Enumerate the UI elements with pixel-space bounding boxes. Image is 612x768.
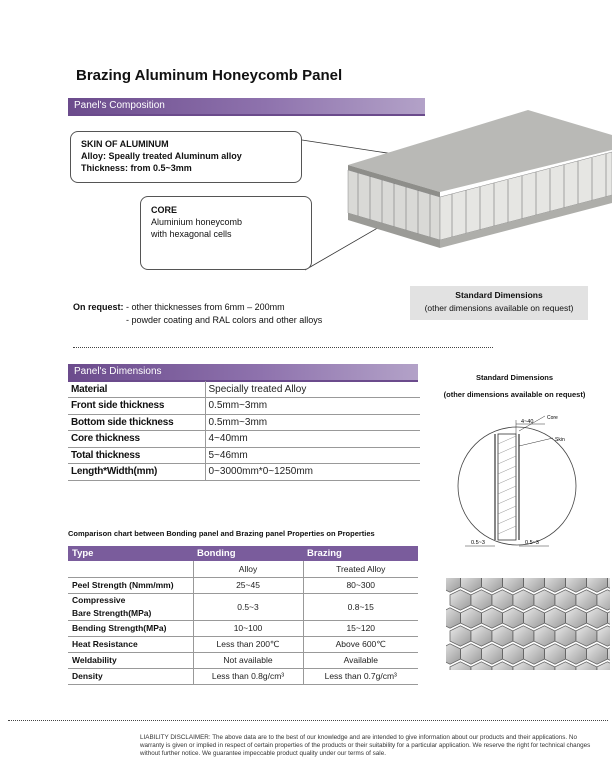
comparison-brazing-value: Less than 0.7g/cm³ bbox=[303, 668, 418, 684]
cross-section-drawing bbox=[455, 414, 605, 556]
dimension-value: 0.5mm~3mm bbox=[205, 398, 420, 415]
comparison-property: Bending Strength(MPa) bbox=[68, 620, 193, 636]
standard-dimensions-box bbox=[410, 286, 588, 320]
section-separator bbox=[73, 347, 493, 348]
drawing-core-label: Core bbox=[547, 415, 558, 421]
dimensions-row bbox=[68, 431, 420, 448]
comparison-bonding-value: 10~100 bbox=[193, 620, 303, 636]
comparison-bonding-value: Not available bbox=[193, 652, 303, 668]
comparison-row bbox=[68, 577, 418, 593]
comparison-bonding-value: Less than 0.8g/cm³ bbox=[193, 668, 303, 684]
dimension-label: Total thickness bbox=[68, 447, 205, 464]
drawing-right-label: 0.5~3 bbox=[525, 540, 539, 546]
comparison-bonding-value: 25~45 bbox=[193, 577, 303, 593]
skin-alloy: Alloy: Speally treated Aluminum alloy bbox=[81, 151, 242, 161]
dimension-label: Front side thickness bbox=[68, 398, 205, 415]
dimensions-row bbox=[68, 398, 420, 415]
dimensions-table bbox=[68, 381, 420, 481]
core-heading: CORE bbox=[151, 205, 178, 215]
dimension-value: 0~3000mm*0~1250mm bbox=[205, 464, 420, 481]
composition-header-label: Panel's Composition bbox=[74, 100, 165, 111]
skin-thickness: Thickness: from 0.5~3mm bbox=[81, 163, 192, 173]
comparison-property: Heat Resistance bbox=[68, 636, 193, 652]
skin-box bbox=[70, 131, 302, 183]
dimensions-row bbox=[68, 414, 420, 431]
std-dims-title: Standard Dimensions bbox=[455, 290, 543, 300]
drawing-top-label: 4~40 bbox=[521, 419, 534, 425]
on-request-item-2: - powder coating and RAL colors and other alloys bbox=[126, 315, 323, 325]
comparison-property: Density bbox=[68, 668, 193, 684]
comparison-property: Peel Strength (Nmm/mm) bbox=[68, 577, 193, 593]
comparison-brazing-value: 80~300 bbox=[303, 577, 418, 593]
dimensions-header bbox=[68, 364, 418, 380]
comparison-table bbox=[68, 546, 418, 685]
comparison-brazing-value: 0.8~15 bbox=[303, 593, 418, 620]
comparison-header-type: Type bbox=[68, 546, 193, 561]
dimension-label: Bottom side thickness bbox=[68, 414, 205, 431]
comparison-brazing-value: 15~120 bbox=[303, 620, 418, 636]
comparison-title: Comparison chart between Bonding panel and Brazing panel Properties on Properties bbox=[68, 529, 375, 538]
footer-separator bbox=[8, 720, 608, 721]
dimension-label: Core thickness bbox=[68, 431, 205, 448]
core-line-2: with hexagonal cells bbox=[151, 229, 232, 239]
comparison-header-bonding: Bonding bbox=[193, 546, 303, 561]
drawing-left-label: 0.5~3 bbox=[471, 540, 485, 546]
drawing-caption bbox=[432, 369, 597, 403]
dimension-label: Material bbox=[68, 381, 205, 398]
dimension-value: 4~40mm bbox=[205, 431, 420, 448]
comparison-row bbox=[68, 620, 418, 636]
dimension-value: 5~46mm bbox=[205, 447, 420, 464]
on-request bbox=[73, 301, 322, 327]
dimension-value: Specially treated Alloy bbox=[205, 381, 420, 398]
honeycomb-photo bbox=[446, 578, 610, 670]
comparison-row bbox=[68, 593, 418, 620]
skin-heading: SKIN OF ALUMINUM bbox=[81, 139, 169, 149]
detail-circle bbox=[458, 427, 576, 545]
panel-illustration bbox=[280, 110, 612, 310]
comparison-row bbox=[68, 652, 418, 668]
std-dims-sub: (other dimensions available on request) bbox=[424, 303, 574, 313]
core-box bbox=[140, 196, 312, 270]
drawing-skin-label: Skin bbox=[555, 437, 565, 443]
comparison-property-line: Compressive bbox=[72, 594, 126, 605]
comparison-subheader-0 bbox=[68, 561, 193, 577]
on-request-label: On request: bbox=[73, 302, 124, 312]
comparison-row bbox=[68, 636, 418, 652]
comparison-subheader-2: Treated Alloy bbox=[303, 561, 418, 577]
core-line-1: Aluminium honeycomb bbox=[151, 217, 243, 227]
comparison-subheader-1: Alloy bbox=[193, 561, 303, 577]
drawing-caption-title: Standard Dimensions bbox=[475, 373, 554, 382]
comparison-bonding-value: Less than 200℃ bbox=[193, 636, 303, 652]
drawing-caption-sub: (other dimensions available on request) bbox=[443, 390, 586, 399]
dimensions-row bbox=[68, 464, 420, 481]
liability-disclaimer: LIABILITY DISCLAIMER: The above data are to the best of our knowledge and are intended to give information about our products and their applications. No warranty is given or implied in respect of certain properties of the products or their suitability for a particular application. We reserve the right for technical changes without further notice. We guarantee impeccable product quality under our terms of sale. bbox=[140, 734, 591, 757]
skin-connector-line bbox=[302, 140, 400, 155]
comparison-brazing-value: Above 600℃ bbox=[303, 636, 418, 652]
comparison-brazing-value: Available bbox=[303, 652, 418, 668]
dimensions-row bbox=[68, 447, 420, 464]
comparison-bonding-value: 0.5~3 bbox=[193, 593, 303, 620]
page-title: Brazing Aluminum Honeycomb Panel bbox=[76, 67, 343, 84]
comparison-row bbox=[68, 668, 418, 684]
dimensions-header-label: Panel's Dimensions bbox=[74, 366, 162, 377]
comparison-header-brazing: Brazing bbox=[303, 546, 418, 561]
comparison-property bbox=[68, 593, 193, 620]
comparison-property: Weldability bbox=[68, 652, 193, 668]
comparison-property-line: Bare Strength(MPa) bbox=[72, 607, 152, 618]
on-request-item-1: - other thicknesses from 6mm – 200mm bbox=[126, 302, 285, 312]
dimension-label: Length*Width(mm) bbox=[68, 464, 205, 481]
dimension-value: 0.5mm~3mm bbox=[205, 414, 420, 431]
dimensions-row bbox=[68, 381, 420, 398]
